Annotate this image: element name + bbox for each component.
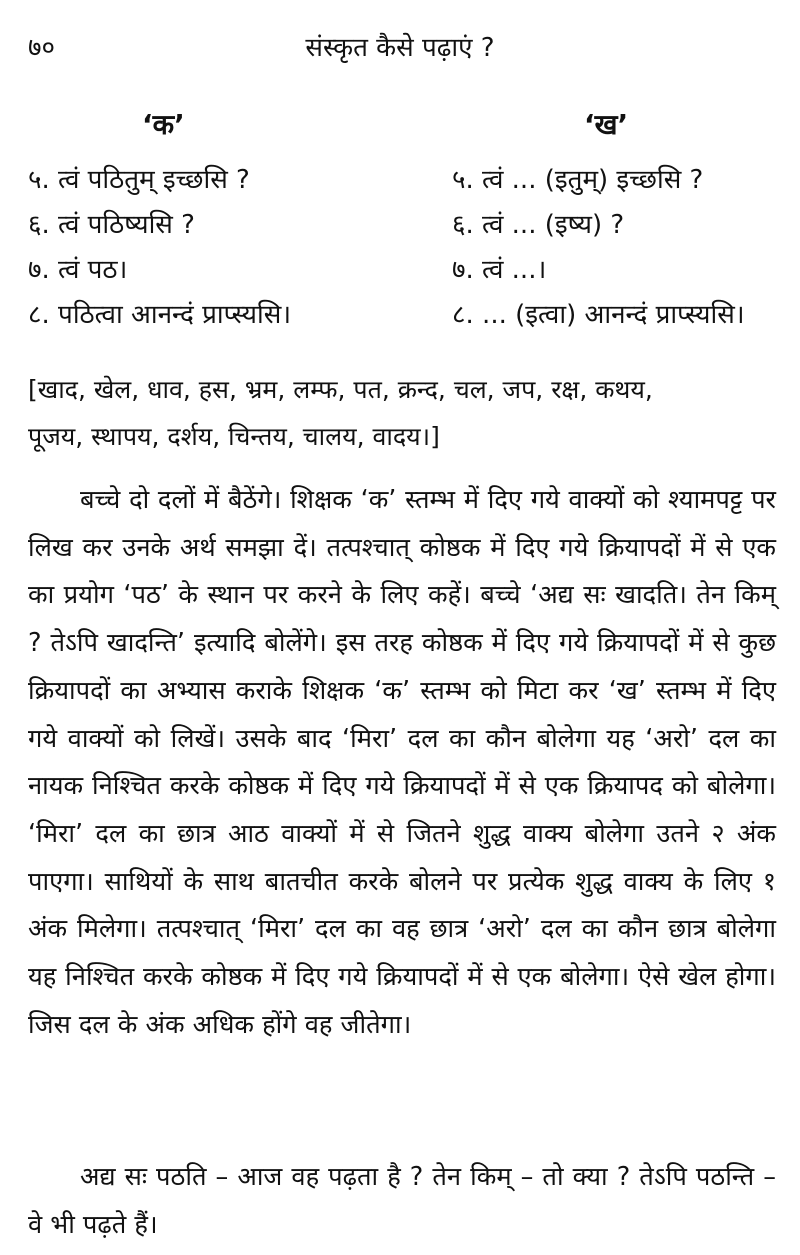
example-right: ७. त्वं ...। <box>452 255 547 285</box>
column-heading-kha: ‘ख’ <box>584 108 629 141</box>
example-row <box>0 250 800 294</box>
page-number: ७० <box>28 33 56 63</box>
example-right: ५. त्वं ... (इतुम्) इच्छसि ? <box>452 165 704 195</box>
example-left: ६. त्वं पठिष्यसि ? <box>28 210 195 240</box>
example-row <box>0 295 800 339</box>
running-title: संस्कृत कैसे पढ़ाएं ? <box>305 33 495 63</box>
example-right: ८. ... (इत्वा) आनन्दं प्राप्स्यसि। <box>452 300 745 330</box>
verb-list-line: [खाद, खेल, धाव, हस, भ्रम, लम्फ, पत, क्रन्द, चल, जप, रक्ष, कथय, <box>28 375 653 404</box>
translation-paragraph: अद्य सः पठति – आज वह पढ़ता है ? तेन किम् – तो क्या ? तेऽपि पठन्ति – वे भी पढ़ते हैं। <box>28 1162 776 1240</box>
column-heading-ka: ‘क’ <box>142 108 185 141</box>
example-left: ५. त्वं पठितुम् इच्छसि ? <box>28 165 250 195</box>
page-header <box>28 26 772 70</box>
example-right: ६. त्वं ... (इष्य) ? <box>452 210 625 240</box>
verb-list-line: पूजय, स्थापय, दर्शय, चिन्तय, चालय, वादय।] <box>28 422 440 451</box>
example-row <box>0 205 800 249</box>
instructions-paragraph: बच्चे दो दलों में बैठेंगे। शिक्षक ‘क’ स्तम्भ में दिए गये वाक्यों को श्यामपट्ट पर लिख कर उनके अर्थ समझा दें। तत्पश्चात् कोष्ठक में दिए गये क्रियापदों में से एक का प्रयोग ‘पठ’ के स्थान पर करने के लिए कहें। बच्चे ‘अद्य सः खादति। तेन किम् ? तेऽपि खादन्ति’ इत्यादि बोलेंगे। इस तरह कोष्ठक में दिए गये क्रियापदों में से कुछ क्रियापदों का अभ्यास कराके शिक्षक ‘क’ स्तम्भ को मिटा कर ‘ख’ स्तम्भ में दिए गये वाक्यों को लिखें। उसके बाद ‘मिरा’ दल का कौन बोलेगा यह ‘अरो’ दल का नायक निश्चित करके कोष्ठक में दिए गये क्रियापदों में से एक क्रियापद को बोलेगा। ‘मिरा’ दल का छात्र आठ वाक्यों में से जितने शुद्ध वाक्य बोलेगा उतने २ अंक पाएगा। साथियों के साथ बातचीत करके बोलने पर प्रत्येक शुद्ध वाक्य के लिए १ अंक मिलेगा। तत्पश्चात् ‘मिरा’ दल का वह छात्र ‘अरो’ दल का कौन छात्र बोलेगा यह निश्चित करके कोष्ठक में दिए गये क्रियापदों में से एक बोलेगा। ऐसे खेल होगा। जिस दल के अंक अधिक होंगे वह जीतेगा। <box>28 485 776 1040</box>
verb-list <box>28 366 776 460</box>
example-left: ८. पठित्वा आनन्दं प्राप्स्यसि। <box>28 300 292 330</box>
example-row <box>0 160 800 204</box>
example-left: ७. त्वं पठ। <box>28 255 128 285</box>
